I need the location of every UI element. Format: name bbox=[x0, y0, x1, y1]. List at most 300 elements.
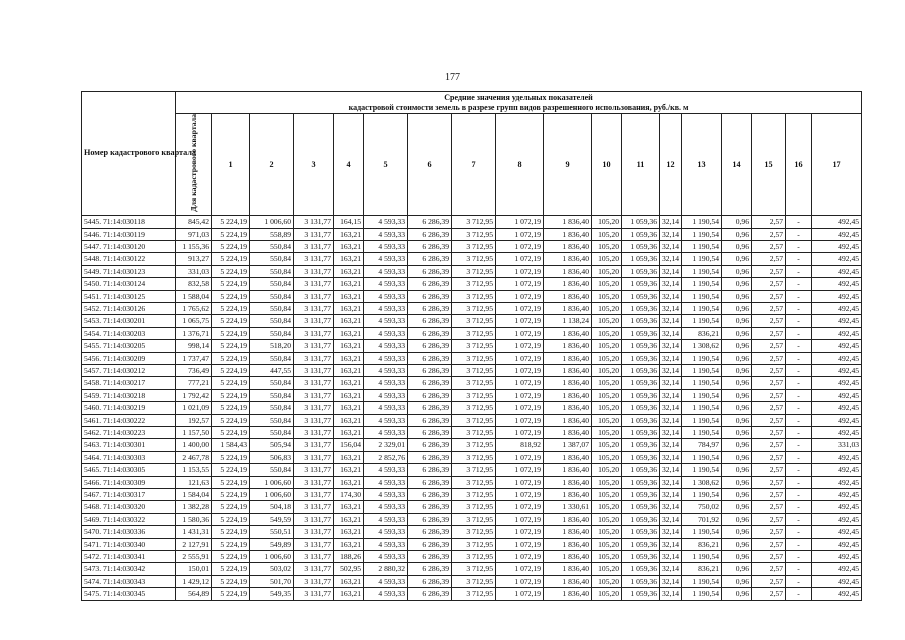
table-cell: 550,84 bbox=[250, 427, 294, 439]
table-cell: 1 190,54 bbox=[682, 216, 722, 228]
table-cell: 0,96 bbox=[722, 327, 752, 339]
table-cell: 163,21 bbox=[334, 290, 364, 302]
table-cell: 105,20 bbox=[592, 253, 622, 265]
table-cell: 1 059,36 bbox=[622, 327, 660, 339]
table-cell: 0,96 bbox=[722, 389, 752, 401]
table-cell: 4 593,33 bbox=[364, 476, 408, 488]
table-cell: 0,96 bbox=[722, 451, 752, 463]
table-cell: 5 224,19 bbox=[212, 278, 250, 290]
table-cell: 1 072,19 bbox=[496, 290, 544, 302]
column-header-3: 3 bbox=[294, 114, 334, 216]
table-cell: 1 072,19 bbox=[496, 563, 544, 575]
table-cell: 3 712,95 bbox=[452, 302, 496, 314]
table-cell: 1 580,36 bbox=[176, 513, 212, 525]
table-cell: - bbox=[786, 427, 812, 439]
table-row bbox=[82, 389, 862, 401]
table-cell: 492,45 bbox=[812, 402, 862, 414]
table-cell: 4 593,33 bbox=[364, 538, 408, 550]
table-cell: 3 712,95 bbox=[452, 563, 496, 575]
table-body bbox=[82, 216, 862, 601]
table-cell: 105,20 bbox=[592, 315, 622, 327]
table-row bbox=[82, 551, 862, 563]
table-cell: - bbox=[786, 451, 812, 463]
table-cell: 32,14 bbox=[660, 551, 682, 563]
table-cell: 6 286,39 bbox=[408, 315, 452, 327]
table-cell: 2,57 bbox=[752, 278, 786, 290]
table-cell: 506,83 bbox=[250, 451, 294, 463]
table-cell: 5 224,19 bbox=[212, 327, 250, 339]
table-cell: 32,14 bbox=[660, 240, 682, 252]
table-cell: - bbox=[786, 513, 812, 525]
table-cell: 1 072,19 bbox=[496, 575, 544, 587]
table-cell: 4 593,33 bbox=[364, 377, 408, 389]
table-cell: 1 836,40 bbox=[544, 563, 592, 575]
table-cell: 0,96 bbox=[722, 563, 752, 575]
table-row bbox=[82, 575, 862, 587]
table-cell: 3 131,77 bbox=[294, 228, 334, 240]
table-cell: 105,20 bbox=[592, 489, 622, 501]
table-cell: 32,14 bbox=[660, 501, 682, 513]
table-cell: 105,20 bbox=[592, 352, 622, 364]
table-cell: 836,21 bbox=[682, 538, 722, 550]
table-row bbox=[82, 327, 862, 339]
table-cell: 1 059,36 bbox=[622, 588, 660, 600]
table-cell: 331,03 bbox=[812, 439, 862, 451]
column-header-6: 6 bbox=[408, 114, 452, 216]
table-cell: 2,57 bbox=[752, 476, 786, 488]
table-cell: 1 836,40 bbox=[544, 575, 592, 587]
table-cell: 163,21 bbox=[334, 315, 364, 327]
cadastral-block-number: 5473. 71:14:030342 bbox=[82, 563, 176, 575]
table-cell: 1 059,36 bbox=[622, 265, 660, 277]
table-row bbox=[82, 563, 862, 575]
table-cell: - bbox=[786, 551, 812, 563]
table-cell: 6 286,39 bbox=[408, 389, 452, 401]
table-cell: 5 224,19 bbox=[212, 302, 250, 314]
table-cell: - bbox=[786, 240, 812, 252]
table-row bbox=[82, 228, 862, 240]
cadastral-block-number: 5465. 71:14:030305 bbox=[82, 464, 176, 476]
table-cell: 5 224,19 bbox=[212, 489, 250, 501]
table-cell: 163,21 bbox=[334, 389, 364, 401]
table-cell: 32,14 bbox=[660, 476, 682, 488]
table-cell: 105,20 bbox=[592, 240, 622, 252]
table-cell: 1 059,36 bbox=[622, 476, 660, 488]
table-cell: 0,96 bbox=[722, 513, 752, 525]
table-cell: 3 131,77 bbox=[294, 563, 334, 575]
table-row bbox=[82, 302, 862, 314]
table-cell: 2 329,01 bbox=[364, 439, 408, 451]
cadastral-block-number: 5468. 71:14:030320 bbox=[82, 501, 176, 513]
table-cell: 1 059,36 bbox=[622, 240, 660, 252]
table-cell: 2,57 bbox=[752, 364, 786, 376]
table-cell: 6 286,39 bbox=[408, 352, 452, 364]
table-cell: - bbox=[786, 402, 812, 414]
table-cell: 5 224,19 bbox=[212, 228, 250, 240]
table-cell: 105,20 bbox=[592, 538, 622, 550]
group-title-header bbox=[176, 92, 862, 114]
table-cell: 1 072,19 bbox=[496, 240, 544, 252]
table-cell: 105,20 bbox=[592, 551, 622, 563]
table-cell: 1 190,54 bbox=[682, 464, 722, 476]
table-cell: 4 593,33 bbox=[364, 340, 408, 352]
table-cell: 1 836,40 bbox=[544, 290, 592, 302]
table-row bbox=[82, 476, 862, 488]
column-header-8: 8 bbox=[496, 114, 544, 216]
table-cell: 1 059,36 bbox=[622, 501, 660, 513]
table-cell: 3 131,77 bbox=[294, 588, 334, 600]
table-cell: 3 131,77 bbox=[294, 327, 334, 339]
table-cell: 3 131,77 bbox=[294, 526, 334, 538]
table-cell: 1 836,40 bbox=[544, 551, 592, 563]
table-cell: 1 836,40 bbox=[544, 588, 592, 600]
table-cell: 2,57 bbox=[752, 216, 786, 228]
table-cell: 105,20 bbox=[592, 340, 622, 352]
table-cell: 1 190,54 bbox=[682, 240, 722, 252]
column-header-14: 14 bbox=[722, 114, 752, 216]
table-cell: - bbox=[786, 501, 812, 513]
table-cell: 2,57 bbox=[752, 265, 786, 277]
column-header-10: 10 bbox=[592, 114, 622, 216]
table-cell: 1 059,36 bbox=[622, 253, 660, 265]
cadastral-block-number: 5472. 71:14:030341 bbox=[82, 551, 176, 563]
table-cell: 1 190,54 bbox=[682, 302, 722, 314]
table-cell: 5 224,19 bbox=[212, 377, 250, 389]
cadastral-block-number: 5449. 71:14:030123 bbox=[82, 265, 176, 277]
cadastral-block-number: 5445. 71:14:030118 bbox=[82, 216, 176, 228]
table-cell: 4 593,33 bbox=[364, 389, 408, 401]
table-cell: 32,14 bbox=[660, 265, 682, 277]
table-cell: 1 072,19 bbox=[496, 427, 544, 439]
table-cell: 3 712,95 bbox=[452, 551, 496, 563]
table-cell: 163,21 bbox=[334, 526, 364, 538]
table-cell: 0,96 bbox=[722, 377, 752, 389]
table-cell: - bbox=[786, 526, 812, 538]
table-cell: 6 286,39 bbox=[408, 513, 452, 525]
table-cell: 32,14 bbox=[660, 489, 682, 501]
table-cell: 32,14 bbox=[660, 427, 682, 439]
table-cell: 2,57 bbox=[752, 352, 786, 364]
table-cell: 32,14 bbox=[660, 451, 682, 463]
table-cell: - bbox=[786, 290, 812, 302]
table-cell: 1 836,40 bbox=[544, 216, 592, 228]
table-cell: 1 836,40 bbox=[544, 278, 592, 290]
table-cell: 32,14 bbox=[660, 414, 682, 426]
table-cell: 2,57 bbox=[752, 588, 786, 600]
table-cell: 518,20 bbox=[250, 340, 294, 352]
table-cell: 2,57 bbox=[752, 302, 786, 314]
table-cell: 1 059,36 bbox=[622, 551, 660, 563]
table-cell: 1 072,19 bbox=[496, 278, 544, 290]
table-cell: 1 308,62 bbox=[682, 340, 722, 352]
table-cell: 5 224,19 bbox=[212, 389, 250, 401]
table-cell: 1 059,36 bbox=[622, 340, 660, 352]
table-cell: 105,20 bbox=[592, 476, 622, 488]
table-row bbox=[82, 538, 862, 550]
table-cell: - bbox=[786, 377, 812, 389]
table-cell: 492,45 bbox=[812, 265, 862, 277]
table-cell: 550,84 bbox=[250, 402, 294, 414]
table-cell: 6 286,39 bbox=[408, 253, 452, 265]
table-cell: 32,14 bbox=[660, 575, 682, 587]
table-row bbox=[82, 240, 862, 252]
table-cell: 1 059,36 bbox=[622, 352, 660, 364]
table-cell: 998,14 bbox=[176, 340, 212, 352]
table-cell: 492,45 bbox=[812, 364, 862, 376]
table-cell: - bbox=[786, 464, 812, 476]
table-cell: 5 224,19 bbox=[212, 551, 250, 563]
table-cell: 550,84 bbox=[250, 265, 294, 277]
table-cell: 504,18 bbox=[250, 501, 294, 513]
table-cell: 1 059,36 bbox=[622, 302, 660, 314]
table-cell: 492,45 bbox=[812, 526, 862, 538]
table-cell: 4 593,33 bbox=[364, 513, 408, 525]
table-cell: - bbox=[786, 302, 812, 314]
table-cell: 0,96 bbox=[722, 278, 752, 290]
table-cell: 492,45 bbox=[812, 538, 862, 550]
cadastral-block-number: 5461. 71:14:030222 bbox=[82, 414, 176, 426]
table-cell: 1 059,36 bbox=[622, 563, 660, 575]
table-cell: 6 286,39 bbox=[408, 563, 452, 575]
table-cell: 2 467,78 bbox=[176, 451, 212, 463]
table-cell: 105,20 bbox=[592, 327, 622, 339]
table-cell: 6 286,39 bbox=[408, 278, 452, 290]
table-cell: 0,96 bbox=[722, 501, 752, 513]
table-cell: 2 127,91 bbox=[176, 538, 212, 550]
table-cell: 32,14 bbox=[660, 315, 682, 327]
table-cell: 1 072,19 bbox=[496, 389, 544, 401]
table-cell: 5 224,19 bbox=[212, 563, 250, 575]
table-cell: 6 286,39 bbox=[408, 327, 452, 339]
table-cell: 2,57 bbox=[752, 427, 786, 439]
table-cell: 32,14 bbox=[660, 216, 682, 228]
table-cell: 550,84 bbox=[250, 290, 294, 302]
table-cell: 1 072,19 bbox=[496, 364, 544, 376]
table-cell: 0,96 bbox=[722, 364, 752, 376]
table-cell: 4 593,33 bbox=[364, 526, 408, 538]
table-cell: 3 712,95 bbox=[452, 253, 496, 265]
table-cell: 784,97 bbox=[682, 439, 722, 451]
table-cell: 32,14 bbox=[660, 377, 682, 389]
table-cell: 3 712,95 bbox=[452, 377, 496, 389]
table-cell: 105,20 bbox=[592, 439, 622, 451]
table-cell: 971,03 bbox=[176, 228, 212, 240]
table-cell: 492,45 bbox=[812, 588, 862, 600]
table-cell: 4 593,33 bbox=[364, 290, 408, 302]
table-cell: 1 836,40 bbox=[544, 364, 592, 376]
table-cell: 6 286,39 bbox=[408, 402, 452, 414]
table-cell: 1 072,19 bbox=[496, 489, 544, 501]
table-row bbox=[82, 513, 862, 525]
table-cell: 192,57 bbox=[176, 414, 212, 426]
table-cell: 1 072,19 bbox=[496, 526, 544, 538]
table-cell: 4 593,33 bbox=[364, 464, 408, 476]
table-cell: 1 190,54 bbox=[682, 364, 722, 376]
table-cell: 0,96 bbox=[722, 476, 752, 488]
column-header-4: 4 bbox=[334, 114, 364, 216]
table-cell: 0,96 bbox=[722, 253, 752, 265]
table-cell: 550,84 bbox=[250, 302, 294, 314]
table-cell: 0,96 bbox=[722, 489, 752, 501]
table-cell: 0,96 bbox=[722, 290, 752, 302]
table-cell: 4 593,33 bbox=[364, 302, 408, 314]
table-cell: 3 712,95 bbox=[452, 476, 496, 488]
cadastral-block-number: 5448. 71:14:030122 bbox=[82, 253, 176, 265]
table-cell: 2,57 bbox=[752, 451, 786, 463]
table-cell: 1 190,54 bbox=[682, 265, 722, 277]
table-cell: 6 286,39 bbox=[408, 489, 452, 501]
table-cell: 3 712,95 bbox=[452, 575, 496, 587]
table-cell: 1 072,19 bbox=[496, 476, 544, 488]
table-cell: 3 712,95 bbox=[452, 451, 496, 463]
table-cell: 3 712,95 bbox=[452, 439, 496, 451]
table-cell: 6 286,39 bbox=[408, 290, 452, 302]
table-cell: 2 852,76 bbox=[364, 451, 408, 463]
table-cell: 1 072,19 bbox=[496, 302, 544, 314]
column-header-17: 17 bbox=[812, 114, 862, 216]
table-cell: 3 131,77 bbox=[294, 352, 334, 364]
table-cell: 4 593,33 bbox=[364, 228, 408, 240]
table-cell: 32,14 bbox=[660, 513, 682, 525]
table-cell: 2,57 bbox=[752, 538, 786, 550]
table-cell: 0,96 bbox=[722, 265, 752, 277]
table-cell: 1 072,19 bbox=[496, 588, 544, 600]
table-cell: 32,14 bbox=[660, 364, 682, 376]
table-cell: 4 593,33 bbox=[364, 265, 408, 277]
table-cell: 1 190,54 bbox=[682, 278, 722, 290]
table-cell: - bbox=[786, 588, 812, 600]
table-cell: 174,30 bbox=[334, 489, 364, 501]
table-cell: 5 224,19 bbox=[212, 315, 250, 327]
table-cell: 5 224,19 bbox=[212, 265, 250, 277]
table-cell: 4 593,33 bbox=[364, 402, 408, 414]
table-cell: 2,57 bbox=[752, 290, 786, 302]
table-cell: 3 131,77 bbox=[294, 414, 334, 426]
cadastral-block-number: 5464. 71:14:030303 bbox=[82, 451, 176, 463]
table-cell: 1 836,40 bbox=[544, 538, 592, 550]
table-cell: 492,45 bbox=[812, 253, 862, 265]
table-cell: 163,21 bbox=[334, 513, 364, 525]
table-cell: 6 286,39 bbox=[408, 340, 452, 352]
table-cell: 6 286,39 bbox=[408, 526, 452, 538]
table-cell: 105,20 bbox=[592, 216, 622, 228]
table-row bbox=[82, 315, 862, 327]
table-cell: 6 286,39 bbox=[408, 414, 452, 426]
table-cell: 818,92 bbox=[496, 439, 544, 451]
table-cell: - bbox=[786, 216, 812, 228]
table-cell: 6 286,39 bbox=[408, 588, 452, 600]
table-cell: 550,84 bbox=[250, 327, 294, 339]
table-cell: 1 836,40 bbox=[544, 402, 592, 414]
table-cell: 1 836,40 bbox=[544, 265, 592, 277]
table-cell: 1 792,42 bbox=[176, 389, 212, 401]
table-cell: - bbox=[786, 389, 812, 401]
table-cell: 6 286,39 bbox=[408, 476, 452, 488]
table-cell: 550,84 bbox=[250, 315, 294, 327]
table-cell: - bbox=[786, 315, 812, 327]
table-cell: 4 593,33 bbox=[364, 216, 408, 228]
table-row bbox=[82, 278, 862, 290]
table-cell: 1 072,19 bbox=[496, 501, 544, 513]
table-cell: 2 555,91 bbox=[176, 551, 212, 563]
table-cell: 913,27 bbox=[176, 253, 212, 265]
table-row bbox=[82, 340, 862, 352]
table-cell: 4 593,33 bbox=[364, 501, 408, 513]
table-cell: 2,57 bbox=[752, 253, 786, 265]
table-cell: 1 836,40 bbox=[544, 451, 592, 463]
table-cell: 1 836,40 bbox=[544, 427, 592, 439]
table-cell: 3 712,95 bbox=[452, 464, 496, 476]
table-cell: 6 286,39 bbox=[408, 240, 452, 252]
table-cell: 163,21 bbox=[334, 228, 364, 240]
table-cell: 3 131,77 bbox=[294, 513, 334, 525]
table-cell: 3 131,77 bbox=[294, 427, 334, 439]
table-cell: 163,21 bbox=[334, 414, 364, 426]
table-cell: 492,45 bbox=[812, 563, 862, 575]
column-header-12: 12 bbox=[660, 114, 682, 216]
table-cell: 1 072,19 bbox=[496, 265, 544, 277]
table-cell: 836,21 bbox=[682, 563, 722, 575]
cadastral-block-number: 5456. 71:14:030209 bbox=[82, 352, 176, 364]
table-cell: 3 712,95 bbox=[452, 240, 496, 252]
table-cell: 5 224,19 bbox=[212, 414, 250, 426]
cadastral-block-number: 5447. 71:14:030120 bbox=[82, 240, 176, 252]
table-cell: 3 712,95 bbox=[452, 352, 496, 364]
table-cell: 492,45 bbox=[812, 302, 862, 314]
table-cell: 3 131,77 bbox=[294, 340, 334, 352]
table-cell: 105,20 bbox=[592, 290, 622, 302]
table-cell: 3 712,95 bbox=[452, 513, 496, 525]
table-cell: 32,14 bbox=[660, 464, 682, 476]
table-cell: 105,20 bbox=[592, 501, 622, 513]
column-header-13: 13 bbox=[682, 114, 722, 216]
table-cell: 32,14 bbox=[660, 563, 682, 575]
table-cell: 1 190,54 bbox=[682, 551, 722, 563]
table-cell: 2,57 bbox=[752, 402, 786, 414]
table-cell: 3 131,77 bbox=[294, 302, 334, 314]
table-cell: 2,57 bbox=[752, 389, 786, 401]
group-title-line-1: Средние значения удельных показателей bbox=[444, 92, 593, 102]
table-cell: 4 593,33 bbox=[364, 352, 408, 364]
table-cell: 5 224,19 bbox=[212, 575, 250, 587]
table-cell: 1 072,19 bbox=[496, 216, 544, 228]
table-cell: 0,96 bbox=[722, 464, 752, 476]
table-cell: 2,57 bbox=[752, 501, 786, 513]
table-cell: 505,94 bbox=[250, 439, 294, 451]
table-cell: 1 190,54 bbox=[682, 575, 722, 587]
table-cell: 163,21 bbox=[334, 352, 364, 364]
table-cell: 163,21 bbox=[334, 327, 364, 339]
table-cell: 1 072,19 bbox=[496, 352, 544, 364]
table-row bbox=[82, 377, 862, 389]
table-cell: 492,45 bbox=[812, 315, 862, 327]
table-cell: 0,96 bbox=[722, 240, 752, 252]
table-cell: 3 131,77 bbox=[294, 265, 334, 277]
table-cell: 832,58 bbox=[176, 278, 212, 290]
table-row bbox=[82, 216, 862, 228]
table-cell: - bbox=[786, 352, 812, 364]
table-cell: 3 131,77 bbox=[294, 439, 334, 451]
table-cell: 331,03 bbox=[176, 265, 212, 277]
table-cell: 32,14 bbox=[660, 526, 682, 538]
table-cell: 492,45 bbox=[812, 501, 862, 513]
table-cell: 1 059,36 bbox=[622, 216, 660, 228]
table-cell: 1 382,28 bbox=[176, 501, 212, 513]
table-cell: 1 308,62 bbox=[682, 476, 722, 488]
table-cell: 1 157,50 bbox=[176, 427, 212, 439]
table-cell: 1 190,54 bbox=[682, 389, 722, 401]
table-cell: 3 712,95 bbox=[452, 216, 496, 228]
